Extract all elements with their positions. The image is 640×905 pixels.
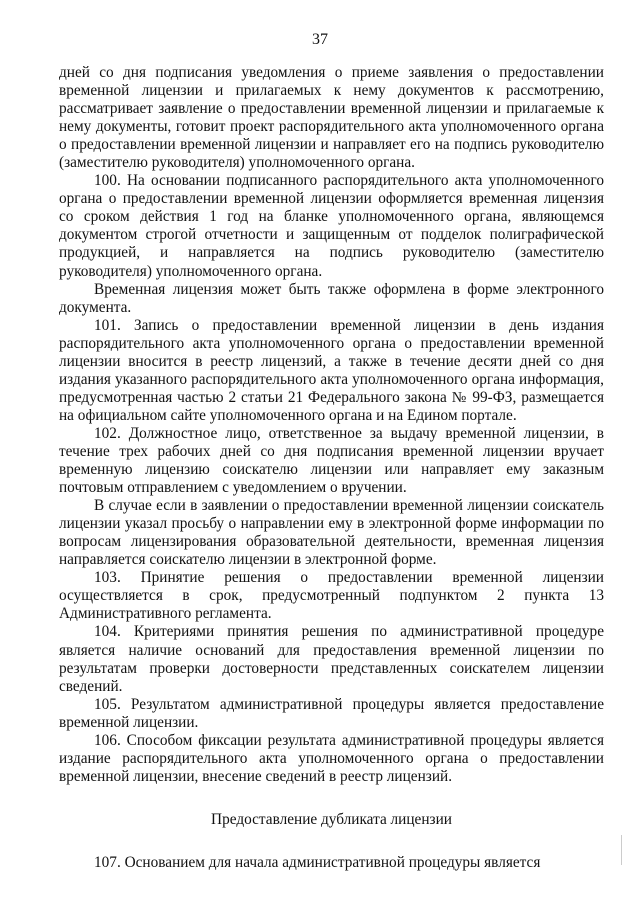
- paragraph-electronic-form: Временная лицензия может быть также оформлена в форме электронного документа.: [59, 280, 604, 316]
- paragraph-107: 107. Основанием для начала административной процедуры является: [94, 853, 541, 871]
- document-body: [59, 64, 604, 872]
- paragraph-101: 101. Запись о предоставлении временной лицензии в день издания распорядительного акта уполномоченного органа о предоставлении временной лицензии вносится в реестр лицензий, а также в течение десяти дней со дня издания указанного распорядительного акта уполномоченного органа информация, предусмотренная частью 2 статьи 21 Федерального закона № 99-ФЗ, размещается на официальном сайте уполномоченного органа и на Едином портале.: [59, 316, 604, 424]
- scan-artifact: [621, 835, 622, 865]
- paragraph-electronic-request: В случае если в заявлении о предоставлении временной лицензии соискатель лицензии указал просьбу о направлении ему в электронной форме информации по вопросам лицензирования образовательной деятельности, временная лицензия направляется соискателю лицензии в электронной форме.: [59, 497, 604, 569]
- paragraph-102: 102. Должностное лицо, ответственное за выдачу временной лицензии, в течение трех рабочих дней со дня подписания временной лицензии вручает временную лицензию соискателю лицензии или направляет ему заказным почтовым отправлением с уведомлением о вручении.: [59, 424, 604, 497]
- paragraph-105: 105. Результатом административной процедуры является предоставление временной лицензии.: [59, 695, 604, 731]
- section-heading: Предоставление дубликата лицензии: [211, 810, 452, 828]
- paragraph-103: 103. Принятие решения о предоставлении временной лицензии осуществляется в срок, предусмотренный подпунктом 2 пункта 13 Административного регламента.: [59, 569, 604, 623]
- paragraph-continuation: дней со дня подписания уведомления о приеме заявления о предоставлении временной лицензии и прилагаемых к нему документов к рассмотрению, рассматривает заявление о предоставлении временной лицензии и прилагаемые к нему документы, готовит проект распорядительного акта уполномоченного органа о предоставлении временной лицензии и направляет его на подпись руководителю (заместителю руководителя) уполномоченного органа.: [59, 64, 604, 172]
- page-number: 37: [312, 31, 328, 48]
- paragraph-104: 104. Критериями принятия решения по административной процедуре является наличие оснований для предоставления временной лицензии по результатам проверки достоверности представленных соискателем лицензии сведений.: [59, 623, 604, 695]
- paragraph-100: 100. На основании подписанного распорядительного акта уполномоченного органа о предоставлении временной лицензии оформляется временная лицензия со сроком действия 1 год на бланке уполномоченного органа, являющемся документом строгой отчетности и защищенным от подделок полиграфической продукцией, и направляется на подпись руководителю (заместителю руководителя) уполномоченного органа.: [59, 172, 604, 280]
- paragraph-106: 106. Способом фиксации результата административной процедуры является издание распорядительного акта уполномоченного органа о предоставлении временной лицензии, внесение сведений в реестр лицензий.: [59, 731, 604, 785]
